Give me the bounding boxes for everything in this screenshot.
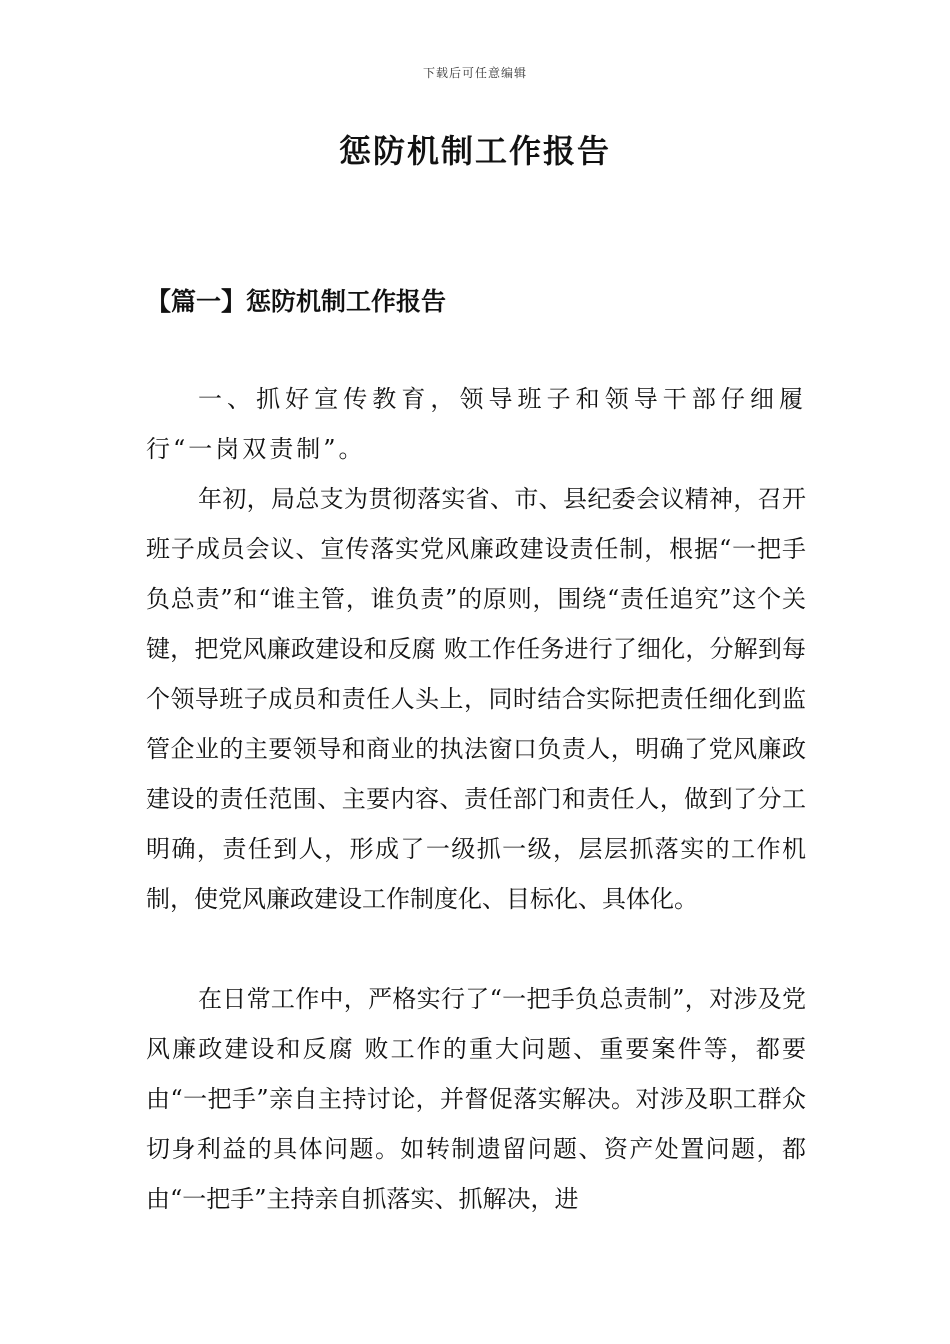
header-note: 下载后可任意编辑 xyxy=(422,66,527,80)
section-heading: 【篇一】惩防机制工作报告 xyxy=(146,287,447,316)
document-title: 惩防机制工作报告 xyxy=(338,132,611,170)
paragraph-container xyxy=(146,474,806,924)
paragraph: 一、抓好宣传教育，领导班子和领导干部仔细履行“一岗双责制”。 xyxy=(146,385,806,463)
paragraph: 在日常工作中，严格实行了“一把手负总责制”，对涉及党风廉政建设和反腐 败工作的重大问题、重要案件等，都要由“一把手”亲自主持讨论，并督促落实解决。对涉及职工群众切身利益的具体问题。如转制遗留问题、资产处置问题，都由“一把手”主持亲自抓落实、抓解决，进 xyxy=(146,985,806,1213)
paragraph-container xyxy=(146,974,806,1224)
paragraph: 年初，局总支为贯彻落实省、市、县纪委会议精神，召开班子成员会议、宣传落实党风廉政建设责任制，根据“一把手负总责”和“谁主管，谁负责”的原则，围绕“责任追究”这个关键，把党风廉政建设和反腐 败工作任务进行了细化，分解到每个领导班子成员和责任人头上，同时结合实际把责任细化到监管企业的主要领导和商业的执法窗口负责人，明确了党风廉政建设的责任范围、主要内容、责任部门和责任人，做到了分工明确，责任到人，形成了一级抓一级，层层抓落实的工作机制，使党风廉政建设工作制度化、目标化、具体化。 xyxy=(146,485,806,913)
paragraph-container xyxy=(146,374,806,474)
